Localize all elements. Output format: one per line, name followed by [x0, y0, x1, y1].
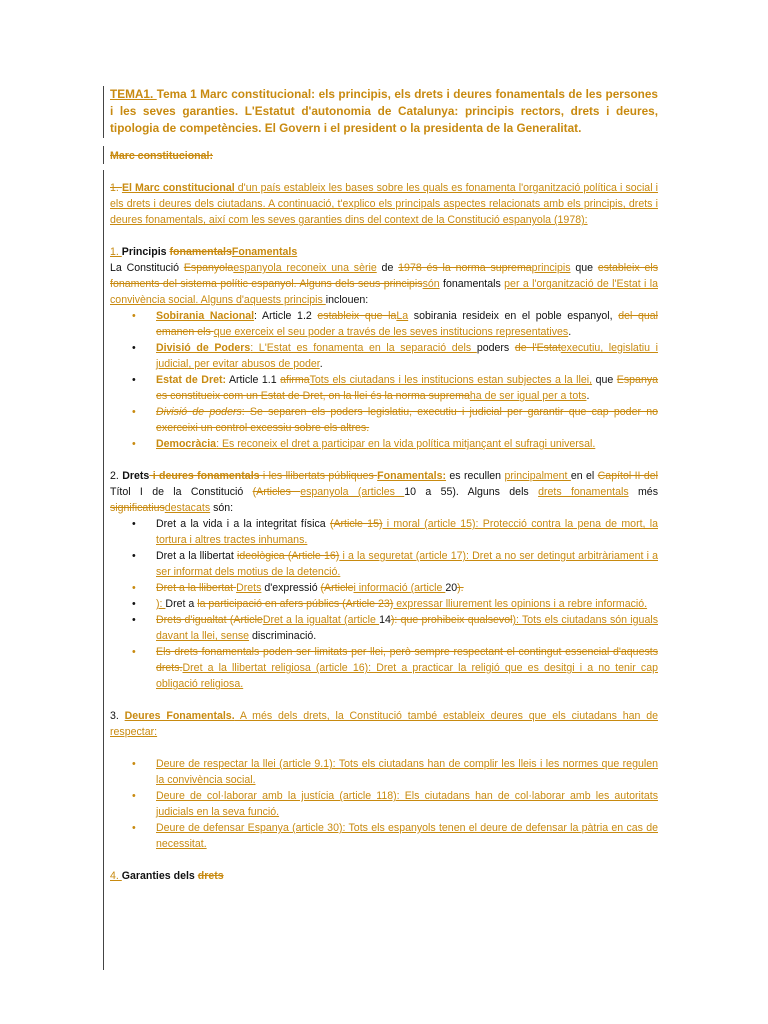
- change-bar: [103, 170, 104, 970]
- inserted-text: Deure de respectar la llei (article 9.1): Tots els ciutadans han de complir les lleis i les normes que regulen la convivència social.: [156, 758, 658, 786]
- body-text: es recullen: [446, 470, 505, 482]
- section-2-paragraph: [110, 468, 658, 516]
- inserted-text: ha de ser igual per a tots: [469, 390, 587, 402]
- title-text: Tema 1 Marc constitucional: els principis, els drets i deures fonamentals de les persones i les seves garanties. L'Estatut d'autonomia de Catalunya: principis rectors, drets i deures, tipologia de competències. El Govern i el president o la presidenta de la Generalitat.: [110, 87, 658, 135]
- list-item: [110, 340, 658, 372]
- list-item: [110, 644, 658, 692]
- deleted-text: i les llibertats públiques: [259, 470, 378, 482]
- list-item: [110, 372, 658, 404]
- intro-paragraph: [110, 180, 658, 228]
- body-text: Dret a: [165, 598, 198, 610]
- inserted-text: Tots els ciutadans i les institucions estan subjectes a la llei,: [309, 374, 593, 386]
- deleted-text: 1978 és la norma suprema: [398, 262, 532, 274]
- document-page: [110, 86, 658, 884]
- heading-marc-constitucional: [110, 148, 658, 164]
- inserted-text: ): Tots els ciutadans són iguals davant la llei, sense: [156, 614, 658, 642]
- body-text: .: [568, 326, 572, 338]
- list-item: [110, 516, 658, 548]
- deleted-text: Capítol II del: [597, 470, 659, 482]
- list-item: [110, 596, 658, 612]
- body-text: poders: [476, 342, 515, 354]
- body-text: : Article 1.2: [254, 310, 318, 322]
- inserted-text: i moral (article 15): Protecció contra la pena de mort, la tortura i altres tractes inhumans.: [156, 518, 659, 546]
- inserted-text: Deures Fonamentals.: [124, 710, 235, 722]
- deleted-text: ideològica (Article 16): [236, 550, 340, 562]
- inserted-text: Fonamentals: [231, 246, 298, 258]
- inserted-text: que exerceix el seu poder a través de les seves institucions representatives: [213, 326, 569, 338]
- deleted-text: de l'Estat: [514, 342, 561, 354]
- rights-list: [110, 516, 658, 692]
- deleted-text: i deures fonamentals: [149, 470, 260, 482]
- body-text: .: [586, 390, 590, 402]
- deleted-text: afirma: [280, 374, 310, 386]
- section-number: 4.: [110, 870, 122, 882]
- inserted-text: Drets: [236, 582, 262, 594]
- principles-list: [110, 308, 658, 452]
- inserted-text: Sobirania Nacional: [156, 310, 255, 322]
- body-text: 20: [445, 582, 458, 594]
- item-heading: Estat de Dret:: [156, 374, 227, 386]
- inserted-text: espanyola reconeix una sèrie: [233, 262, 377, 274]
- deleted-text: del qual emanen els: [156, 310, 658, 338]
- deleted-text: (Article 15): [329, 518, 383, 530]
- list-item: [110, 612, 658, 644]
- list-item: [110, 820, 658, 852]
- deleted-text: Espanyola: [183, 262, 234, 274]
- body-text: en el: [570, 470, 598, 482]
- body-text: Article 1.1: [226, 374, 281, 386]
- body-text: són:: [210, 502, 234, 514]
- body-text: de: [376, 262, 399, 274]
- deleted-text: drets: [197, 870, 224, 882]
- section-number: 2.: [110, 470, 123, 482]
- body-text: 10 a 55). Alguns dels: [404, 486, 539, 498]
- deleted-text: Els drets fonamentals poden ser limitats per llei, però sempre respectant el contingut essencial d'aquests drets.: [156, 646, 658, 674]
- deleted-text: (Article: [320, 582, 354, 594]
- inserted-text: són: [422, 278, 440, 290]
- body-text: inclouen:: [325, 294, 369, 306]
- deleted-text: : Se separen els poders legislatiu, executiu i judicial per garantir que cap poder no exerceixi un control excessiu sobre els altres.: [156, 406, 658, 434]
- inserted-text: A més dels drets, la Constitució també estableix deures que els ciutadans han de respectar:: [110, 710, 658, 738]
- inserted-text: El Marc constitucional: [121, 182, 235, 194]
- inserted-text: principalment: [504, 470, 571, 482]
- inserted-text: per a l'organització de l'Estat i la convivència social. Alguns d'aquests principis: [110, 278, 658, 306]
- heading-text: Drets: [122, 470, 150, 482]
- inserted-text: executiu, legislatiu i judicial, per evitar abusos de poder: [156, 342, 658, 370]
- deleted-text: Dret a la llibertat: [156, 582, 237, 594]
- inserted-text: Fonamentals:: [377, 470, 447, 482]
- body-text: sobirania resideix en el poble espanyol,: [408, 310, 619, 322]
- deleted-text: (Articles: [252, 486, 301, 498]
- inserted-text: d'un país estableix les bases sobre les quals es fonamenta l'organització política i social i els drets i deures dels ciutadans. A continuació, t'explico els principals aspectes relacionats amb els principis, drets i deures fonamentals, així com les seves garanties dins del context de la Constitució espanyola (1978):: [110, 182, 658, 226]
- inserted-text: Dret a la llibertat religiosa (article 16): Dret a practicar la religió que es desitgi i a no tenir cap obligació religiosa.: [156, 662, 658, 690]
- deleted-text: la participació en afers públics (Article 23): [197, 598, 394, 610]
- duties-list: [110, 756, 658, 852]
- deleted-text: Divisió de poders: [156, 406, 242, 418]
- body-text: que: [592, 374, 617, 386]
- list-item: [110, 756, 658, 788]
- body-text: Dret a la llibertat: [156, 550, 237, 562]
- section-4-heading: [110, 868, 658, 884]
- inserted-text: i a la seguretat (article 17): Dret a no ser detingut arbitràriament i a ser informat dels motius de la detenció.: [156, 550, 658, 578]
- inserted-text: drets fonamentals: [538, 486, 629, 498]
- inserted-text: : Es reconeix el dret a participar en la vida política mitjançant el sufragi universal.: [216, 438, 596, 450]
- deleted-text: fonamentals: [169, 246, 232, 258]
- deleted-text: Drets d'igualtat (Article: [156, 614, 263, 626]
- section-3-paragraph: [110, 708, 658, 740]
- list-item: [110, 436, 658, 452]
- heading-text: Principis: [121, 246, 170, 258]
- body-text: La Constitució: [110, 262, 184, 274]
- body-text: 14: [379, 614, 391, 626]
- list-item: [110, 308, 658, 340]
- inserted-text: principis: [531, 262, 571, 274]
- section-1-paragraph: [110, 260, 658, 308]
- inserted-text: ):: [156, 598, 166, 610]
- change-bar: [103, 146, 104, 164]
- body-text: Dret a la vida i a la integritat física: [156, 518, 330, 530]
- deleted-text: Espanya es constitueix com un Estat de Dret, on la llei és la norma suprema: [156, 374, 659, 402]
- section-1-heading: [110, 244, 658, 260]
- inserted-text: i informació (article: [353, 582, 446, 594]
- heading-text: Marc constitucional:: [110, 150, 214, 162]
- body-text: discriminació.: [249, 630, 317, 642]
- inserted-text: Democràcia: [156, 438, 217, 450]
- inserted-text: Deure de col·laborar amb la justícia (article 118): Els ciutadans han de col·laborar amb les autoritats judicials en la seva funció.: [156, 790, 658, 818]
- section-number: 3.: [110, 710, 125, 722]
- inserted-text: Deure de defensar Espanya (article 30): Tots els espanyols tenen el deure de defensar la pàtria en cas de necessitat.: [156, 822, 658, 850]
- section-number: 1.: [110, 246, 122, 258]
- deleted-text: estableix que la: [317, 310, 397, 322]
- body-text: fonamentals: [439, 278, 505, 290]
- inserted-text: espanyola (articles: [300, 486, 405, 498]
- inserted-text: : L'Estat es fonamenta en la separació dels: [250, 342, 477, 354]
- body-text: més: [628, 486, 658, 498]
- deleted-text: ).: [457, 582, 464, 594]
- heading-text: Garanties dels: [121, 870, 198, 882]
- document-title: [110, 86, 658, 137]
- inserted-text: Dret a la igualtat (article: [262, 614, 380, 626]
- list-item: [110, 580, 658, 596]
- body-text: Títol I de la Constitució: [110, 486, 253, 498]
- list-item: [110, 404, 658, 436]
- title-prefix: TEMA1.: [110, 87, 157, 101]
- inserted-text: La: [396, 310, 409, 322]
- body-text: .: [319, 358, 323, 370]
- inserted-text: expressar lliurement les opinions i a rebre informació.: [393, 598, 648, 610]
- inserted-text: destacats: [164, 502, 211, 514]
- body-text: que: [570, 262, 598, 274]
- list-item: [110, 788, 658, 820]
- inserted-text: Divisió de Poders: [156, 342, 251, 354]
- body-text: d'expressió: [261, 582, 321, 594]
- change-bar: [103, 86, 104, 138]
- deleted-text: significatius: [110, 502, 165, 514]
- deleted-text: ): que prohibeix qualsevol: [390, 614, 513, 626]
- deleted-text: estableix els fonaments del sistema polític espanyol. Alguns dels seus principis: [110, 262, 659, 290]
- deleted-text: 1.: [110, 182, 122, 194]
- list-item: [110, 548, 658, 580]
